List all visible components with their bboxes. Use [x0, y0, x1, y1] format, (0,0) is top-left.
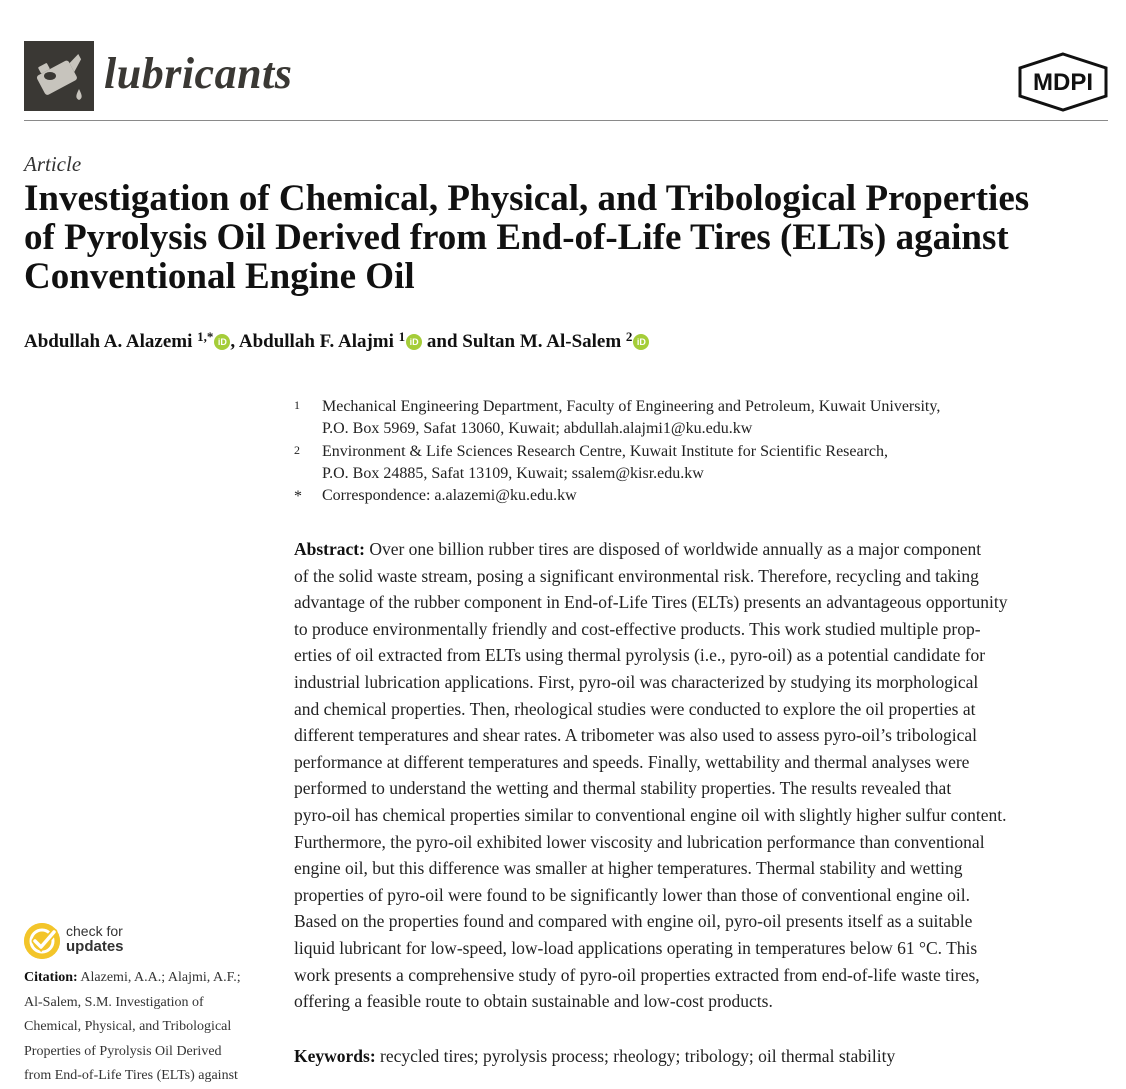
abstract-line: pyro-oil has chemical properties similar to conventional engine oil with slightly higher sulfur content.	[294, 804, 1007, 825]
author-list	[24, 323, 649, 356]
abstract-line: engine oil, but this difference was smaller at higher temperatures. Thermal stability and wetting	[294, 858, 963, 879]
abstract-line: performance at different temperatures and speeds. Finally, wettability and thermal analyses were	[294, 751, 970, 772]
keywords-label: Keywords:	[294, 1046, 376, 1066]
abstract-line: different temperatures and shear rates. A tribometer was also used to assess pyro-oil’s tribological	[294, 725, 977, 746]
author-name[interactable]: Abdullah A. Alazemi	[24, 331, 193, 352]
orcid-icon[interactable]: iD	[214, 334, 230, 350]
affiliation-mark: *	[294, 488, 302, 505]
affiliation-line: P.O. Box 24885, Safat 13109, Kuwait; ssalem@kisr.edu.kw	[322, 465, 704, 482]
citation-line: Citation: Alazemi, A.A.; Alajmi, A.F.;	[24, 970, 241, 985]
citation-line: Al-Salem, S.M. Investigation of	[24, 994, 204, 1010]
keywords-text: recycled tires; pyrolysis process; rheology; tribology; oil thermal stability	[380, 1046, 896, 1066]
abstract-line: and chemical properties. Then, rheological studies were conducted to explore the oil properties at	[294, 698, 976, 719]
orcid-icon[interactable]: iD	[406, 334, 422, 350]
abstract-line: industrial lubrication applications. First, pyro-oil was characterized by studying its morphological	[294, 671, 979, 692]
mdpi-logo-icon	[1018, 52, 1108, 112]
orcid-icon[interactable]: iD	[633, 334, 649, 350]
header-divider	[24, 120, 1108, 121]
check-badge-icon	[24, 923, 60, 959]
abstract-line: of the solid waste stream, posing a significant environmental risk. Therefore, recycling and taking	[294, 565, 979, 586]
check-for-updates-label: check for updates	[66, 923, 124, 955]
abstract-line: liquid lubricant for low-speed, low-load applications operating in temperatures below 61 °C. This	[294, 937, 978, 958]
abstract-line: Based on the properties found and compared with engine oil, pyro-oil presents itself as a suitable	[294, 911, 973, 932]
abstract-line: performed to understand the wetting and thermal stability properties. The results revealed that	[294, 778, 952, 799]
affiliation-line: P.O. Box 5969, Safat 13060, Kuwait; abdullah.alajmi1@ku.edu.kw	[322, 420, 753, 437]
journal-name: lubricants	[104, 49, 293, 98]
title-line: Conventional Engine Oil	[24, 256, 415, 297]
citation	[24, 966, 274, 1089]
title-line: Investigation of Chemical, Physical, and Tribological Properties	[24, 178, 1030, 219]
abstract-label: Abstract:	[294, 539, 365, 559]
affiliation-line: Environment & Life Sciences Research Centre, Kuwait Institute for Scientific Research,	[322, 443, 889, 460]
author-name[interactable]: Sultan M. Al-Salem	[462, 331, 622, 352]
affiliation-mark: 1	[294, 398, 300, 412]
abstract-line: Abstract: Over one billion rubber tires are disposed of worldwide annually as a major component	[294, 539, 982, 559]
citation-label: Citation:	[24, 970, 78, 985]
citation-line: Chemical, Physical, and Tribological	[24, 1019, 232, 1034]
author-separator: and	[422, 331, 463, 352]
correspondence-line: Correspondence: a.alazemi@ku.edu.kw	[322, 487, 577, 504]
affiliation-mark: 2	[294, 443, 300, 457]
author-separator: ,	[230, 331, 239, 352]
article-title	[24, 179, 1114, 296]
author-affiliation-mark: 2	[625, 329, 633, 344]
journal-logo-icon	[24, 41, 94, 111]
author-name[interactable]: Abdullah F. Alajmi	[238, 331, 394, 352]
title-line: of Pyrolysis Oil Derived from End-of-Life Tires (ELTs) against	[24, 217, 1009, 258]
abstract-line: properties of pyro-oil were found to be significantly lower than those of conventional engine oil.	[294, 884, 970, 905]
abstract	[294, 536, 1108, 1015]
keywords	[294, 1043, 895, 1069]
check-for-updates-button[interactable]	[24, 922, 264, 962]
citation-line: from End-of-Life Tires (ELTs) against	[24, 1068, 238, 1083]
citation-line: Properties of Pyrolysis Oil Derived	[24, 1043, 222, 1059]
abstract-line: to produce environmentally friendly and cost-effective products. This work studied multiple prop-	[294, 618, 981, 639]
mdpi-logo-text: MDPI	[1033, 69, 1093, 96]
abstract-line: Furthermore, the pyro-oil exhibited lower viscosity and lubrication performance than conventional	[294, 831, 985, 852]
abstract-line: offering a feasible route to obtain sustainable and low-cost products.	[294, 991, 773, 1012]
abstract-line: advantage of the rubber component in End-of-Life Tires (ELTs) presents an advantageous opportunity	[294, 592, 1008, 613]
abstract-line: work presents a comprehensive study of pyro-oil properties extracted from end-of-life waste tires,	[294, 964, 980, 985]
author-affiliation-mark: 1,*	[197, 329, 214, 344]
article-type: Article	[24, 152, 82, 176]
affiliation-line: Mechanical Engineering Department, Faculty of Engineering and Petroleum, Kuwait University,	[322, 398, 941, 415]
abstract-line: erties of oil extracted from ELTs using thermal pyrolysis (i.e., pyro-oil) as a potential candidate for	[294, 645, 986, 666]
author-affiliation-mark: 1	[398, 329, 406, 344]
